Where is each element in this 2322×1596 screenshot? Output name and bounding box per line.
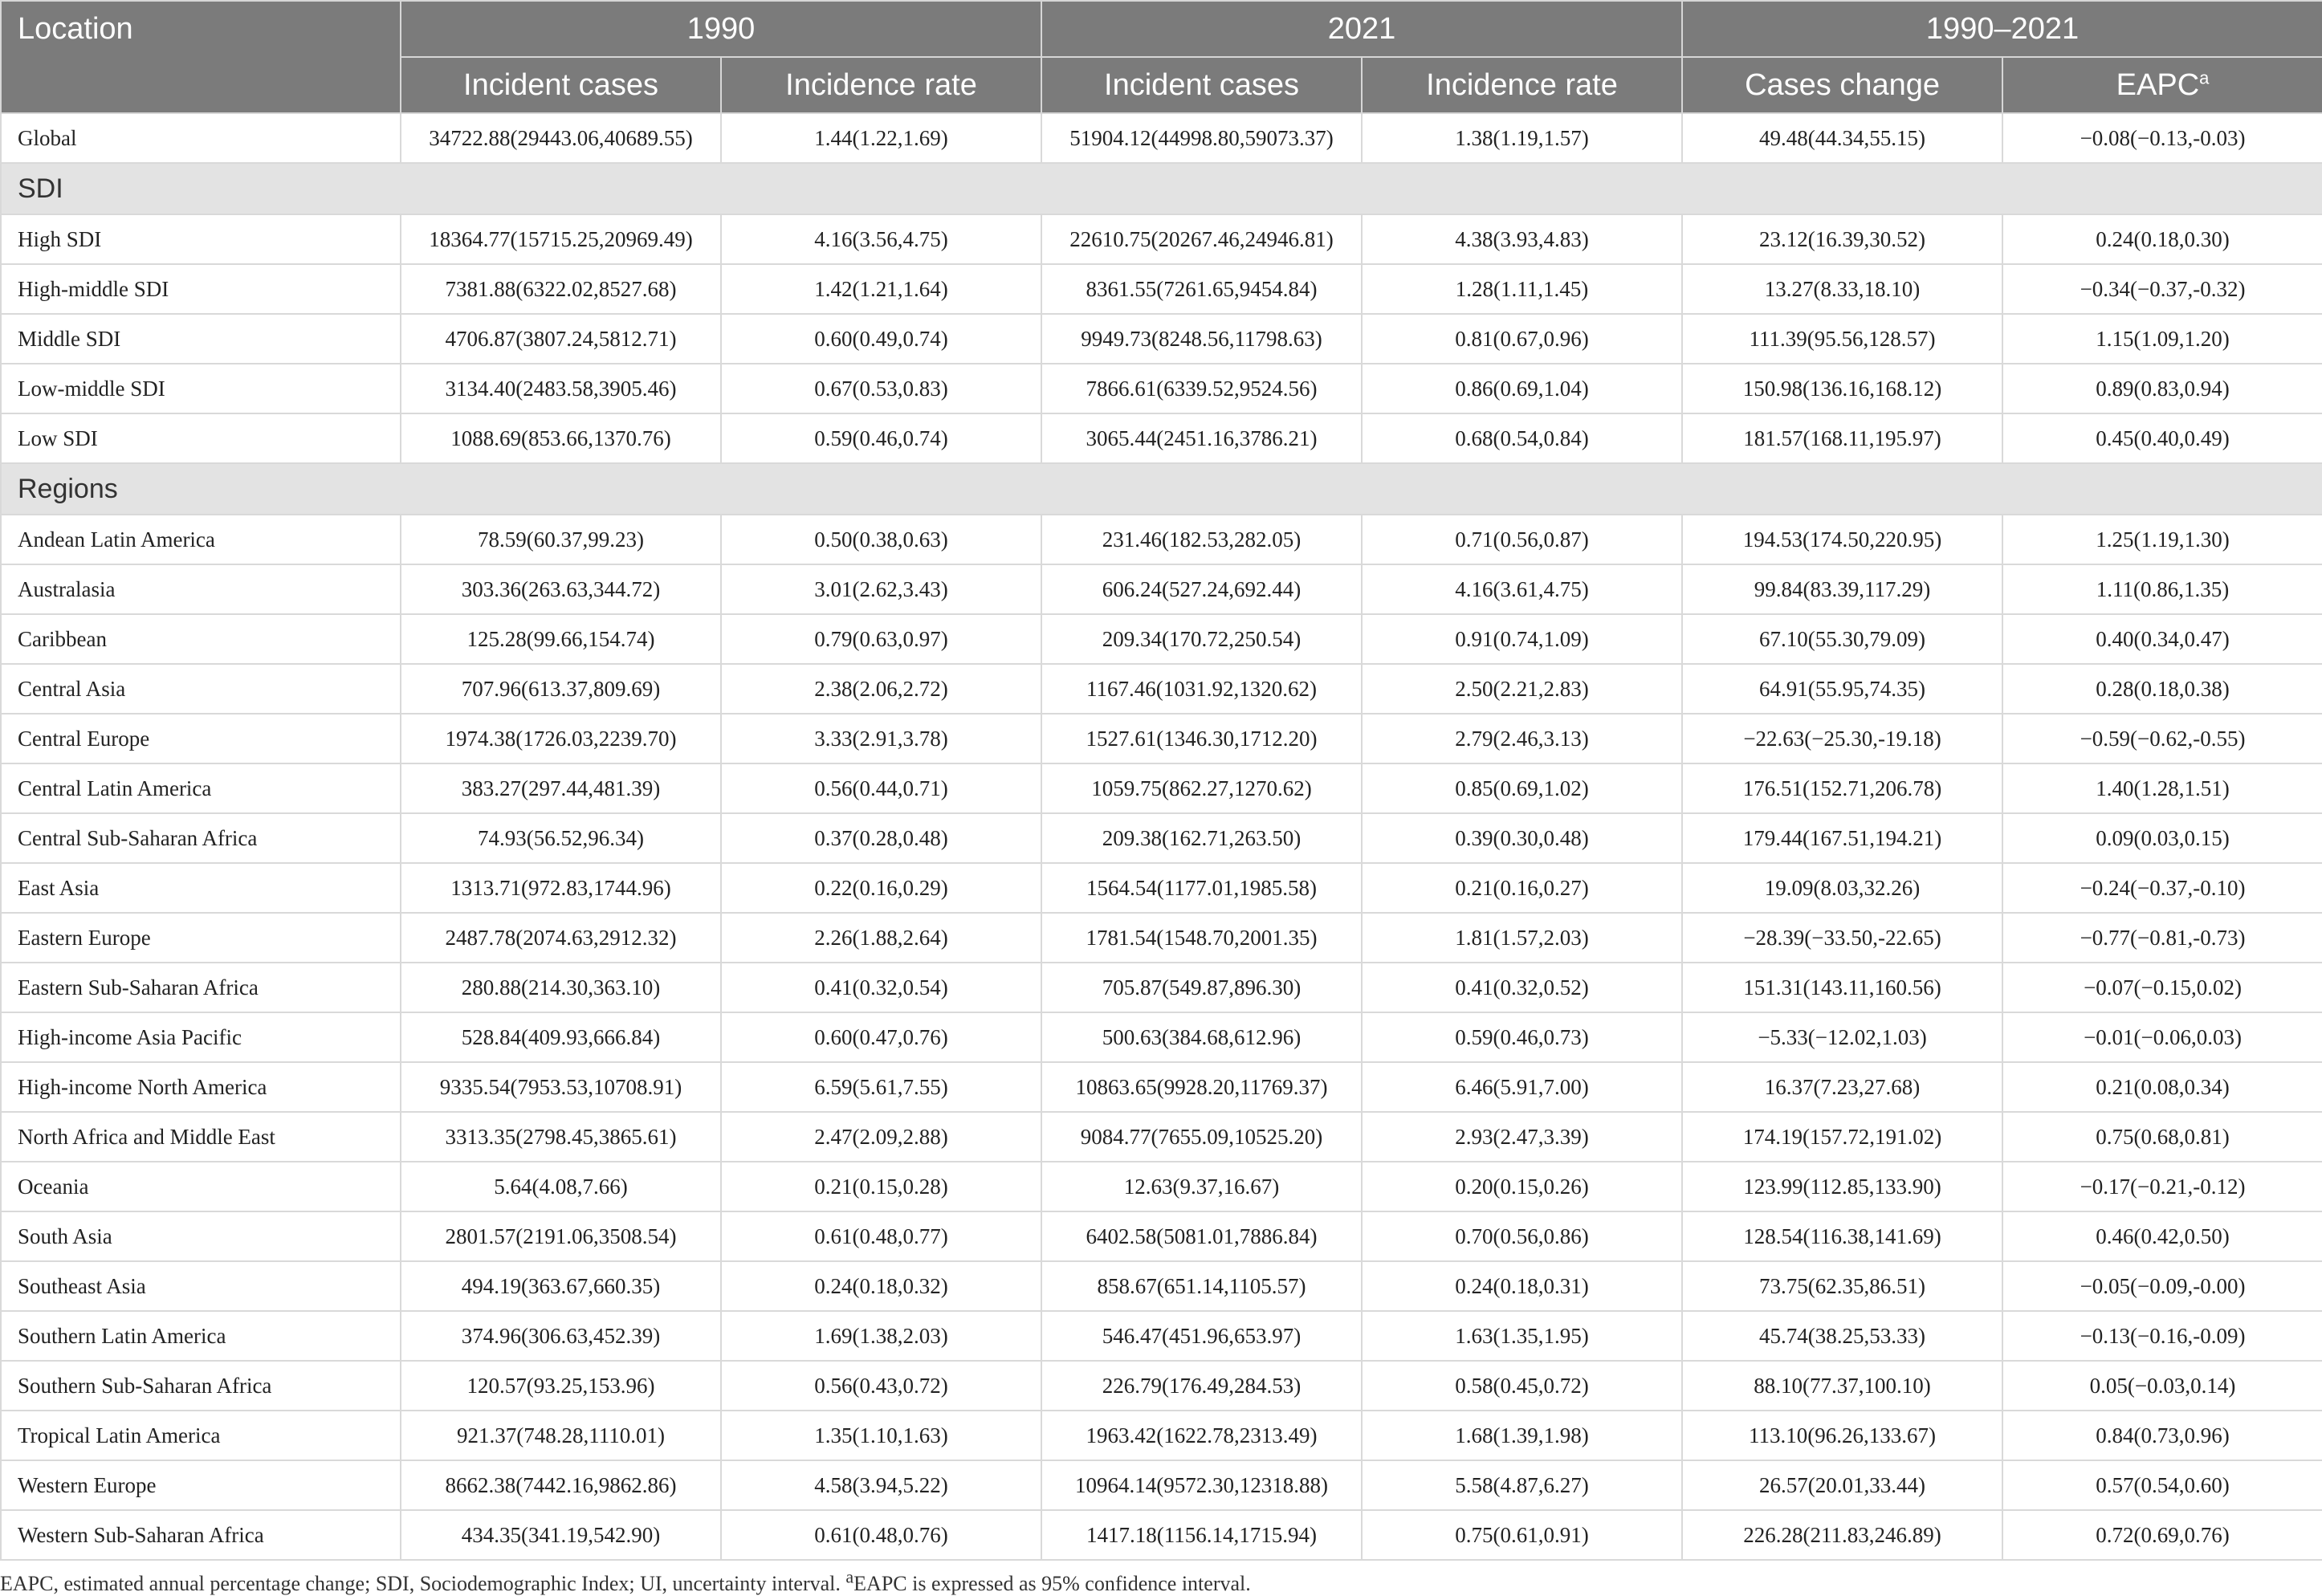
table-row bbox=[1, 913, 2322, 963]
cell-incident-cases-1990: 8662.38(7442.16,9862.86) bbox=[401, 1460, 721, 1510]
cell-cases-change: 67.10(55.30,79.09) bbox=[1682, 614, 2002, 664]
header-incident-cases-1990: Incident cases bbox=[401, 57, 721, 113]
header-eapc bbox=[2002, 57, 2322, 113]
cell-cases-change: 179.44(167.51,194.21) bbox=[1682, 813, 2002, 863]
cell-incident-cases-2021: 1963.42(1622.78,2313.49) bbox=[1041, 1411, 1362, 1460]
table-row bbox=[1, 214, 2322, 264]
cell-incidence-rate-1990: 0.22(0.16,0.29) bbox=[721, 863, 1041, 913]
cell-incident-cases-1990: 34722.88(29443.06,40689.55) bbox=[401, 113, 721, 163]
table-row bbox=[1, 413, 2322, 463]
row-label: Southern Latin America bbox=[1, 1311, 401, 1361]
cell-cases-change: 181.57(168.11,195.97) bbox=[1682, 413, 2002, 463]
cell-eapc: −0.05(−0.09,-0.00) bbox=[2002, 1261, 2322, 1311]
header-group-2021: 2021 bbox=[1041, 1, 1682, 57]
cell-incidence-rate-2021: 0.85(0.69,1.02) bbox=[1362, 763, 1682, 813]
cell-eapc: 0.46(0.42,0.50) bbox=[2002, 1211, 2322, 1261]
row-label: Western Europe bbox=[1, 1460, 401, 1510]
cell-incidence-rate-2021: 0.59(0.46,0.73) bbox=[1362, 1012, 1682, 1062]
cell-incidence-rate-2021: 2.50(2.21,2.83) bbox=[1362, 664, 1682, 714]
cell-incident-cases-2021: 1417.18(1156.14,1715.94) bbox=[1041, 1510, 1362, 1560]
cell-incidence-rate-1990: 0.41(0.32,0.54) bbox=[721, 963, 1041, 1012]
section-title-sdi: SDI bbox=[1, 163, 2322, 214]
footnote bbox=[0, 1561, 2322, 1596]
table-body bbox=[1, 113, 2322, 1560]
header-incidence-rate-1990: Incidence rate bbox=[721, 57, 1041, 113]
cell-incidence-rate-1990: 0.56(0.43,0.72) bbox=[721, 1361, 1041, 1411]
table-row bbox=[1, 1510, 2322, 1560]
row-label: Tropical Latin America bbox=[1, 1411, 401, 1460]
cell-eapc: 0.24(0.18,0.30) bbox=[2002, 214, 2322, 264]
header-group-change: 1990–2021 bbox=[1682, 1, 2322, 57]
cell-incidence-rate-1990: 1.42(1.21,1.64) bbox=[721, 264, 1041, 314]
table-row bbox=[1, 515, 2322, 564]
table-row bbox=[1, 614, 2322, 664]
cell-incidence-rate-2021: 1.81(1.57,2.03) bbox=[1362, 913, 1682, 963]
cell-incidence-rate-2021: 0.86(0.69,1.04) bbox=[1362, 364, 1682, 413]
cell-incidence-rate-2021: 0.39(0.30,0.48) bbox=[1362, 813, 1682, 863]
table-row bbox=[1, 364, 2322, 413]
cell-incidence-rate-2021: 0.70(0.56,0.86) bbox=[1362, 1211, 1682, 1261]
cell-incidence-rate-2021: 1.38(1.19,1.57) bbox=[1362, 113, 1682, 163]
cell-incidence-rate-1990: 1.69(1.38,2.03) bbox=[721, 1311, 1041, 1361]
cell-incident-cases-1990: 125.28(99.66,154.74) bbox=[401, 614, 721, 664]
cell-incident-cases-1990: 120.57(93.25,153.96) bbox=[401, 1361, 721, 1411]
cell-incident-cases-1990: 9335.54(7953.53,10708.91) bbox=[401, 1062, 721, 1112]
cell-incident-cases-1990: 707.96(613.37,809.69) bbox=[401, 664, 721, 714]
table-row bbox=[1, 264, 2322, 314]
cell-incidence-rate-2021: 0.81(0.67,0.96) bbox=[1362, 314, 1682, 364]
row-label: Central Europe bbox=[1, 714, 401, 763]
row-label: East Asia bbox=[1, 863, 401, 913]
cell-cases-change: 16.37(7.23,27.68) bbox=[1682, 1062, 2002, 1112]
row-label: Central Sub-Saharan Africa bbox=[1, 813, 401, 863]
cell-incidence-rate-2021: 0.71(0.56,0.87) bbox=[1362, 515, 1682, 564]
row-label: Caribbean bbox=[1, 614, 401, 664]
table-row bbox=[1, 1261, 2322, 1311]
cell-incidence-rate-1990: 0.50(0.38,0.63) bbox=[721, 515, 1041, 564]
cell-cases-change: 111.39(95.56,128.57) bbox=[1682, 314, 2002, 364]
cell-incidence-rate-2021: 4.16(3.61,4.75) bbox=[1362, 564, 1682, 614]
cell-incidence-rate-2021: 0.68(0.54,0.84) bbox=[1362, 413, 1682, 463]
table-row bbox=[1, 1012, 2322, 1062]
cell-incident-cases-1990: 494.19(363.67,660.35) bbox=[401, 1261, 721, 1311]
cell-cases-change: −28.39(−33.50,-22.65) bbox=[1682, 913, 2002, 963]
cell-eapc: −0.34(−0.37,-0.32) bbox=[2002, 264, 2322, 314]
row-label: Andean Latin America bbox=[1, 515, 401, 564]
cell-eapc: 1.11(0.86,1.35) bbox=[2002, 564, 2322, 614]
cell-incident-cases-2021: 9084.77(7655.09,10525.20) bbox=[1041, 1112, 1362, 1162]
cell-incidence-rate-2021: 0.20(0.15,0.26) bbox=[1362, 1162, 1682, 1211]
table-row bbox=[1, 1460, 2322, 1510]
cell-incidence-rate-2021: 0.91(0.74,1.09) bbox=[1362, 614, 1682, 664]
cell-incidence-rate-2021: 5.58(4.87,6.27) bbox=[1362, 1460, 1682, 1510]
table-row bbox=[1, 1411, 2322, 1460]
cell-incidence-rate-1990: 4.16(3.56,4.75) bbox=[721, 214, 1041, 264]
cell-incidence-rate-2021: 1.28(1.11,1.45) bbox=[1362, 264, 1682, 314]
row-label: North Africa and Middle East bbox=[1, 1112, 401, 1162]
section-header-sdi bbox=[1, 163, 2322, 214]
cell-incidence-rate-1990: 0.21(0.15,0.28) bbox=[721, 1162, 1041, 1211]
cell-incident-cases-1990: 3134.40(2483.58,3905.46) bbox=[401, 364, 721, 413]
cell-incidence-rate-2021: 2.93(2.47,3.39) bbox=[1362, 1112, 1682, 1162]
cell-incidence-rate-1990: 2.26(1.88,2.64) bbox=[721, 913, 1041, 963]
cell-incident-cases-1990: 74.93(56.52,96.34) bbox=[401, 813, 721, 863]
cell-cases-change: 73.75(62.35,86.51) bbox=[1682, 1261, 2002, 1311]
cell-incidence-rate-1990: 6.59(5.61,7.55) bbox=[721, 1062, 1041, 1112]
cell-incident-cases-2021: 705.87(549.87,896.30) bbox=[1041, 963, 1362, 1012]
cell-eapc: 0.75(0.68,0.81) bbox=[2002, 1112, 2322, 1162]
cell-incidence-rate-1990: 1.44(1.22,1.69) bbox=[721, 113, 1041, 163]
cell-incident-cases-2021: 1564.54(1177.01,1985.58) bbox=[1041, 863, 1362, 913]
cell-incidence-rate-2021: 0.41(0.32,0.52) bbox=[1362, 963, 1682, 1012]
cell-cases-change: −5.33(−12.02,1.03) bbox=[1682, 1012, 2002, 1062]
cell-incident-cases-2021: 10964.14(9572.30,12318.88) bbox=[1041, 1460, 1362, 1510]
cell-incident-cases-2021: 209.38(162.71,263.50) bbox=[1041, 813, 1362, 863]
footnote-text-2: EAPC is expressed as 95% confidence interval. bbox=[853, 1572, 1251, 1595]
row-label: Western Sub-Saharan Africa bbox=[1, 1510, 401, 1560]
cell-eapc: 0.89(0.83,0.94) bbox=[2002, 364, 2322, 413]
cell-incident-cases-2021: 1167.46(1031.92,1320.62) bbox=[1041, 664, 1362, 714]
table-row bbox=[1, 763, 2322, 813]
row-label: Middle SDI bbox=[1, 314, 401, 364]
cell-incident-cases-1990: 303.36(263.63,344.72) bbox=[401, 564, 721, 614]
cell-incident-cases-2021: 51904.12(44998.80,59073.37) bbox=[1041, 113, 1362, 163]
cell-cases-change: 113.10(96.26,133.67) bbox=[1682, 1411, 2002, 1460]
table-row bbox=[1, 1211, 2322, 1261]
cell-incident-cases-1990: 2801.57(2191.06,3508.54) bbox=[401, 1211, 721, 1261]
cell-cases-change: 19.09(8.03,32.26) bbox=[1682, 863, 2002, 913]
cell-incidence-rate-1990: 4.58(3.94,5.22) bbox=[721, 1460, 1041, 1510]
table-row bbox=[1, 664, 2322, 714]
row-label: Australasia bbox=[1, 564, 401, 614]
cell-cases-change: 226.28(211.83,246.89) bbox=[1682, 1510, 2002, 1560]
row-label: Low SDI bbox=[1, 413, 401, 463]
cell-eapc: 0.57(0.54,0.60) bbox=[2002, 1460, 2322, 1510]
row-label: Low-middle SDI bbox=[1, 364, 401, 413]
cell-incidence-rate-1990: 0.61(0.48,0.76) bbox=[721, 1510, 1041, 1560]
section-title-regions: Regions bbox=[1, 463, 2322, 515]
row-label: High-income North America bbox=[1, 1062, 401, 1112]
cell-incidence-rate-1990: 0.24(0.18,0.32) bbox=[721, 1261, 1041, 1311]
cell-eapc: 0.84(0.73,0.96) bbox=[2002, 1411, 2322, 1460]
cell-incidence-rate-1990: 0.59(0.46,0.74) bbox=[721, 413, 1041, 463]
table-header bbox=[1, 1, 2322, 113]
cell-cases-change: 174.19(157.72,191.02) bbox=[1682, 1112, 2002, 1162]
cell-eapc: 0.72(0.69,0.76) bbox=[2002, 1510, 2322, 1560]
table-row bbox=[1, 863, 2322, 913]
cell-incident-cases-1990: 280.88(214.30,363.10) bbox=[401, 963, 721, 1012]
table-row bbox=[1, 1112, 2322, 1162]
cell-incident-cases-2021: 8361.55(7261.65,9454.84) bbox=[1041, 264, 1362, 314]
header-row-years bbox=[1, 1, 2322, 57]
row-label: High-income Asia Pacific bbox=[1, 1012, 401, 1062]
cell-incidence-rate-1990: 2.38(2.06,2.72) bbox=[721, 664, 1041, 714]
cell-incidence-rate-1990: 3.33(2.91,3.78) bbox=[721, 714, 1041, 763]
cell-incident-cases-1990: 1088.69(853.66,1370.76) bbox=[401, 413, 721, 463]
cell-eapc: −0.01(−0.06,0.03) bbox=[2002, 1012, 2322, 1062]
cell-incidence-rate-1990: 0.56(0.44,0.71) bbox=[721, 763, 1041, 813]
row-label: Eastern Europe bbox=[1, 913, 401, 963]
cell-eapc: −0.24(−0.37,-0.10) bbox=[2002, 863, 2322, 913]
cell-incident-cases-2021: 22610.75(20267.46,24946.81) bbox=[1041, 214, 1362, 264]
cell-cases-change: 23.12(16.39,30.52) bbox=[1682, 214, 2002, 264]
cell-eapc: 0.45(0.40,0.49) bbox=[2002, 413, 2322, 463]
cell-cases-change: 13.27(8.33,18.10) bbox=[1682, 264, 2002, 314]
table-row bbox=[1, 813, 2322, 863]
cell-incident-cases-1990: 528.84(409.93,666.84) bbox=[401, 1012, 721, 1062]
cell-incident-cases-2021: 1059.75(862.27,1270.62) bbox=[1041, 763, 1362, 813]
cell-incident-cases-2021: 9949.73(8248.56,11798.63) bbox=[1041, 314, 1362, 364]
cell-eapc: −0.77(−0.81,-0.73) bbox=[2002, 913, 2322, 963]
table-row bbox=[1, 714, 2322, 763]
cell-incidence-rate-1990: 0.37(0.28,0.48) bbox=[721, 813, 1041, 863]
cell-incidence-rate-1990: 0.79(0.63,0.97) bbox=[721, 614, 1041, 664]
header-eapc-superscript: a bbox=[2199, 67, 2210, 88]
cell-incidence-rate-1990: 0.60(0.47,0.76) bbox=[721, 1012, 1041, 1062]
cell-cases-change: 123.99(112.85,133.90) bbox=[1682, 1162, 2002, 1211]
cell-eapc: 0.28(0.18,0.38) bbox=[2002, 664, 2322, 714]
table-row bbox=[1, 963, 2322, 1012]
cell-incidence-rate-2021: 0.58(0.45,0.72) bbox=[1362, 1361, 1682, 1411]
header-incidence-rate-2021: Incidence rate bbox=[1362, 57, 1682, 113]
cell-cases-change: 49.48(44.34,55.15) bbox=[1682, 113, 2002, 163]
cell-incidence-rate-1990: 3.01(2.62,3.43) bbox=[721, 564, 1041, 614]
cell-cases-change: 26.57(20.01,33.44) bbox=[1682, 1460, 2002, 1510]
header-group-1990: 1990 bbox=[401, 1, 1041, 57]
cell-incident-cases-1990: 3313.35(2798.45,3865.61) bbox=[401, 1112, 721, 1162]
cell-incident-cases-1990: 434.35(341.19,542.90) bbox=[401, 1510, 721, 1560]
row-label: High-middle SDI bbox=[1, 264, 401, 314]
cell-incidence-rate-2021: 1.68(1.39,1.98) bbox=[1362, 1411, 1682, 1460]
table-row bbox=[1, 314, 2322, 364]
cell-incidence-rate-2021: 0.21(0.16,0.27) bbox=[1362, 863, 1682, 913]
row-label: Global bbox=[1, 113, 401, 163]
cell-incidence-rate-2021: 6.46(5.91,7.00) bbox=[1362, 1062, 1682, 1112]
cell-incident-cases-2021: 226.79(176.49,284.53) bbox=[1041, 1361, 1362, 1411]
cell-incident-cases-2021: 6402.58(5081.01,7886.84) bbox=[1041, 1211, 1362, 1261]
cell-incident-cases-2021: 500.63(384.68,612.96) bbox=[1041, 1012, 1362, 1062]
cell-incident-cases-2021: 1781.54(1548.70,2001.35) bbox=[1041, 913, 1362, 963]
table-row bbox=[1, 564, 2322, 614]
cell-incident-cases-1990: 374.96(306.63,452.39) bbox=[401, 1311, 721, 1361]
cell-incident-cases-1990: 2487.78(2074.63,2912.32) bbox=[401, 913, 721, 963]
cell-eapc: −0.13(−0.16,-0.09) bbox=[2002, 1311, 2322, 1361]
cell-eapc: −0.17(−0.21,-0.12) bbox=[2002, 1162, 2322, 1211]
row-label: Southeast Asia bbox=[1, 1261, 401, 1311]
cell-incident-cases-1990: 78.59(60.37,99.23) bbox=[401, 515, 721, 564]
cell-incident-cases-2021: 231.46(182.53,282.05) bbox=[1041, 515, 1362, 564]
cell-incident-cases-2021: 546.47(451.96,653.97) bbox=[1041, 1311, 1362, 1361]
cell-incident-cases-1990: 1313.71(972.83,1744.96) bbox=[401, 863, 721, 913]
cell-cases-change: 99.84(83.39,117.29) bbox=[1682, 564, 2002, 614]
header-location: Location bbox=[1, 1, 401, 113]
row-label: Central Latin America bbox=[1, 763, 401, 813]
cell-incidence-rate-1990: 2.47(2.09,2.88) bbox=[721, 1112, 1041, 1162]
cell-cases-change: 88.10(77.37,100.10) bbox=[1682, 1361, 2002, 1411]
cell-incident-cases-2021: 606.24(527.24,692.44) bbox=[1041, 564, 1362, 614]
cell-eapc: 1.40(1.28,1.51) bbox=[2002, 763, 2322, 813]
cell-eapc: −0.08(−0.13,-0.03) bbox=[2002, 113, 2322, 163]
table-row bbox=[1, 1162, 2322, 1211]
cell-incident-cases-2021: 12.63(9.37,16.67) bbox=[1041, 1162, 1362, 1211]
cell-incidence-rate-1990: 0.61(0.48,0.77) bbox=[721, 1211, 1041, 1261]
header-incident-cases-2021: Incident cases bbox=[1041, 57, 1362, 113]
cell-eapc: 1.15(1.09,1.20) bbox=[2002, 314, 2322, 364]
cell-incidence-rate-2021: 0.24(0.18,0.31) bbox=[1362, 1261, 1682, 1311]
row-label: Southern Sub-Saharan Africa bbox=[1, 1361, 401, 1411]
cell-incident-cases-2021: 858.67(651.14,1105.57) bbox=[1041, 1261, 1362, 1311]
cell-incident-cases-1990: 7381.88(6322.02,8527.68) bbox=[401, 264, 721, 314]
cell-incident-cases-2021: 3065.44(2451.16,3786.21) bbox=[1041, 413, 1362, 463]
cell-incidence-rate-1990: 0.60(0.49,0.74) bbox=[721, 314, 1041, 364]
table-row-global bbox=[1, 113, 2322, 163]
section-header-regions bbox=[1, 463, 2322, 515]
cell-incident-cases-1990: 4706.87(3807.24,5812.71) bbox=[401, 314, 721, 364]
footnote-superscript: a bbox=[845, 1566, 854, 1587]
cell-cases-change: 128.54(116.38,141.69) bbox=[1682, 1211, 2002, 1261]
cell-cases-change: 64.91(55.95,74.35) bbox=[1682, 664, 2002, 714]
footnote-text: EAPC, estimated annual percentage change; SDI, Sociodemographic Index; UI, uncertainty interval. bbox=[0, 1572, 846, 1595]
row-label: Oceania bbox=[1, 1162, 401, 1211]
cell-incidence-rate-1990: 1.35(1.10,1.63) bbox=[721, 1411, 1041, 1460]
cell-eapc: 0.05(−0.03,0.14) bbox=[2002, 1361, 2322, 1411]
header-cases-change: Cases change bbox=[1682, 57, 2002, 113]
row-label: South Asia bbox=[1, 1211, 401, 1261]
cell-cases-change: 151.31(143.11,160.56) bbox=[1682, 963, 2002, 1012]
row-label: Central Asia bbox=[1, 664, 401, 714]
cell-incidence-rate-2021: 1.63(1.35,1.95) bbox=[1362, 1311, 1682, 1361]
cell-cases-change: 176.51(152.71,206.78) bbox=[1682, 763, 2002, 813]
cell-incidence-rate-1990: 0.67(0.53,0.83) bbox=[721, 364, 1041, 413]
cell-incidence-rate-2021: 2.79(2.46,3.13) bbox=[1362, 714, 1682, 763]
cell-eapc: 1.25(1.19,1.30) bbox=[2002, 515, 2322, 564]
cell-incident-cases-1990: 5.64(4.08,7.66) bbox=[401, 1162, 721, 1211]
cell-incident-cases-2021: 1527.61(1346.30,1712.20) bbox=[1041, 714, 1362, 763]
cell-incidence-rate-2021: 0.75(0.61,0.91) bbox=[1362, 1510, 1682, 1560]
cell-eapc: 0.09(0.03,0.15) bbox=[2002, 813, 2322, 863]
cell-eapc: −0.07(−0.15,0.02) bbox=[2002, 963, 2322, 1012]
cell-eapc: 0.40(0.34,0.47) bbox=[2002, 614, 2322, 664]
cell-incident-cases-2021: 10863.65(9928.20,11769.37) bbox=[1041, 1062, 1362, 1112]
cell-incident-cases-1990: 1974.38(1726.03,2239.70) bbox=[401, 714, 721, 763]
row-label: Eastern Sub-Saharan Africa bbox=[1, 963, 401, 1012]
cell-cases-change: −22.63(−25.30,-19.18) bbox=[1682, 714, 2002, 763]
cell-incident-cases-2021: 209.34(170.72,250.54) bbox=[1041, 614, 1362, 664]
cell-cases-change: 150.98(136.16,168.12) bbox=[1682, 364, 2002, 413]
cell-eapc: −0.59(−0.62,-0.55) bbox=[2002, 714, 2322, 763]
cell-incident-cases-1990: 921.37(748.28,1110.01) bbox=[401, 1411, 721, 1460]
cell-incident-cases-1990: 18364.77(15715.25,20969.49) bbox=[401, 214, 721, 264]
cell-incident-cases-2021: 7866.61(6339.52,9524.56) bbox=[1041, 364, 1362, 413]
table-row bbox=[1, 1062, 2322, 1112]
header-eapc-label: EAPC bbox=[2116, 68, 2200, 102]
cell-incident-cases-1990: 383.27(297.44,481.39) bbox=[401, 763, 721, 813]
table-row bbox=[1, 1311, 2322, 1361]
row-label: High SDI bbox=[1, 214, 401, 264]
table-row bbox=[1, 1361, 2322, 1411]
cell-incidence-rate-2021: 4.38(3.93,4.83) bbox=[1362, 214, 1682, 264]
cell-eapc: 0.21(0.08,0.34) bbox=[2002, 1062, 2322, 1112]
cell-cases-change: 45.74(38.25,53.33) bbox=[1682, 1311, 2002, 1361]
cell-cases-change: 194.53(174.50,220.95) bbox=[1682, 515, 2002, 564]
